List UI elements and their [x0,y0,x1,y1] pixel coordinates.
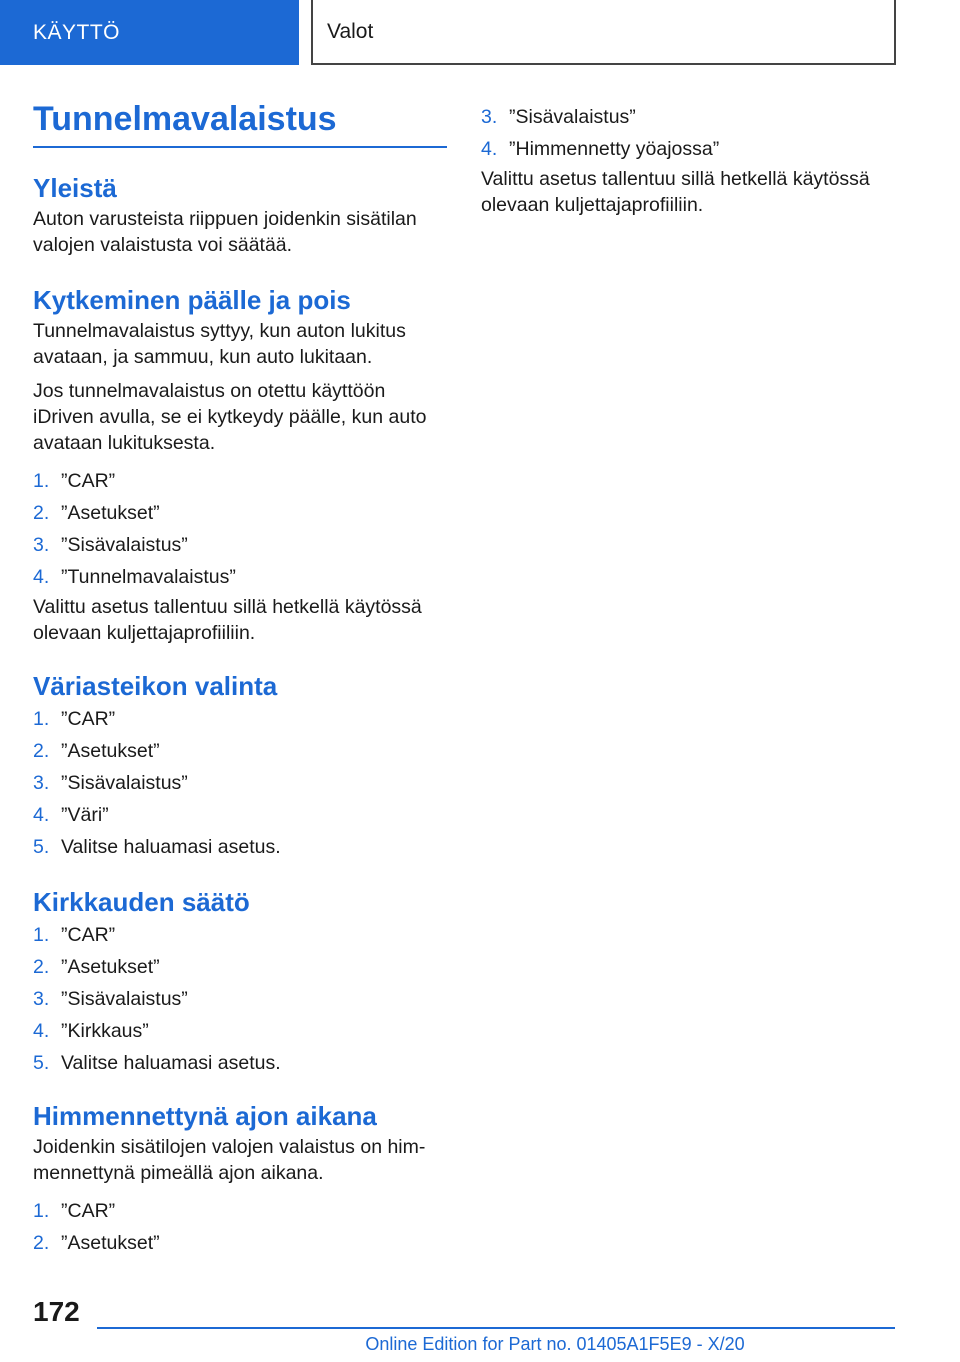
step-number: 5. [33,1052,50,1074]
section-note: Valittu asetus tallentuu sillä hetkellä käytössä olevaan kuljettajaprofiiliin. [481,168,870,216]
step-number: 1. [33,924,50,946]
section-note: Valittu asetus tallentuu sillä hetkellä käytössä olevaan kuljettajaprofiiliin. [33,596,422,644]
step-text: ”Väri” [61,804,109,826]
step-number: 5. [33,836,50,858]
section-heading: Kytkeminen päälle ja pois [33,285,351,315]
title-divider [33,146,447,148]
list-item [33,1050,447,1082]
footer-divider [97,1327,895,1329]
list-item [33,954,447,986]
step-text: ”Asetukset” [61,740,160,762]
step-text: ”CAR” [61,1200,116,1222]
section-general [33,172,447,258]
footer-edition-text: Online Edition for Part no. 01405A1F5E9 - X/20 [365,1334,745,1354]
section-paragraph: Jos tunnelmavalaistus on otettu käyttöön iDriven avulla, se ei kytkeydy päälle, kun auto avataan lukituksesta. [33,380,427,454]
step-list [33,468,447,596]
list-item [33,770,447,802]
step-text: ”Sisävalaistus” [61,988,188,1010]
list-item [33,802,447,834]
step-number: 2. [33,956,50,978]
list-item [33,922,447,954]
section-paragraph: Tunnelmavalaistus syttyy, kun auton lukitus avataan, ja sammuu, kun auto lukitaan. [33,320,406,368]
section-heading: Yleistä [33,173,117,203]
section-paragraph: Joidenkin sisätilojen valojen valaistus on himmennettynä pimeällä ajon aikana. [33,1136,426,1184]
list-item [33,532,447,564]
step-text: Valitse haluamasi asetus. [61,1052,281,1074]
page-number: 172 [33,1296,80,1327]
step-number: 4. [33,804,50,826]
step-list [481,104,895,168]
list-item [33,564,447,596]
section-paragraph: Auton varusteista riippuen joidenkin sisätilan valojen valaistusta voi säätää. [33,208,417,256]
list-item [481,136,895,168]
step-number: 4. [33,566,50,588]
section-heading: Kirkkauden säätö [33,887,250,917]
step-text: ”Sisävalaistus” [61,772,188,794]
step-number: 3. [481,106,498,128]
header-chapter-tab [311,0,896,65]
section-brightness [33,886,447,1082]
step-number: 4. [33,1020,50,1042]
step-text: ”Asetukset” [61,1232,160,1254]
page-title: Tunnelmavalaistus [33,100,337,138]
list-item [33,500,447,532]
step-number: 1. [33,708,50,730]
step-number: 4. [481,138,498,160]
list-item [33,468,447,500]
section-dimmed-continued [481,104,895,218]
step-text: ”Asetukset” [61,956,160,978]
step-list [33,1198,447,1262]
list-item [33,986,447,1018]
header-section-tab [0,0,299,65]
step-text: ”Sisävalaistus” [509,106,636,128]
step-list [33,922,447,1082]
step-number: 2. [33,502,50,524]
step-list [33,706,447,866]
list-item [33,1230,447,1262]
step-number: 1. [33,470,50,492]
step-text: ”CAR” [61,924,116,946]
section-onoff [33,284,447,646]
step-text: ”Himmennetty yöajossa” [509,138,720,160]
step-text: ”Sisävalaistus” [61,534,188,556]
step-number: 2. [33,1232,50,1254]
step-text: ”Asetukset” [61,502,160,524]
step-text: ”CAR” [61,470,116,492]
header-chapter-label: Valot [327,19,374,43]
step-text: ”Kirkkaus” [61,1020,149,1042]
section-heading: Väriasteikon valinta [33,671,278,701]
list-item [33,834,447,866]
step-number: 2. [33,740,50,762]
step-number: 3. [33,534,50,556]
section-heading: Himmennettynä ajon aikana [33,1101,377,1131]
step-number: 3. [33,772,50,794]
section-dimmed [33,1100,447,1262]
step-text: ”CAR” [61,708,116,730]
step-text: ”Tunnelmavalaistus” [61,566,236,588]
step-number: 1. [33,1200,50,1222]
list-item [481,104,895,136]
list-item [33,1018,447,1050]
section-color [33,670,447,866]
header-section-label: KÄYTTÖ [33,20,121,44]
list-item [33,1198,447,1230]
step-text: Valitse haluamasi asetus. [61,836,281,858]
list-item [33,738,447,770]
step-number: 3. [33,988,50,1010]
list-item [33,706,447,738]
